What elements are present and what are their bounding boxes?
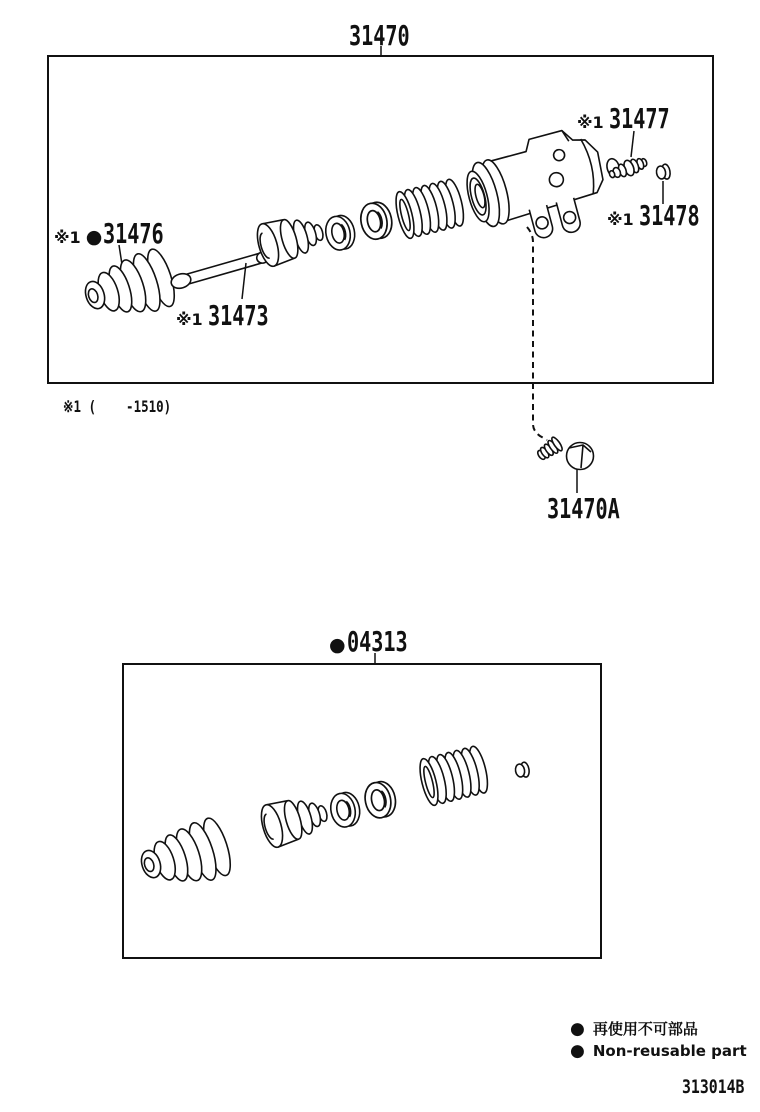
mounting-bolt-drawing — [535, 436, 594, 470]
kit-boot-drawing — [134, 815, 235, 899]
boot-drawing — [78, 246, 179, 330]
kit-washer-drawing — [362, 779, 399, 820]
push-rod-drawing — [169, 249, 270, 290]
drawing-code: 313014B — [682, 1076, 745, 1098]
kit-washer-drawing — [328, 790, 363, 829]
kit-spring-drawing — [416, 745, 491, 807]
assembly-number: 31470 — [349, 19, 410, 52]
non-reusable-bullet: ● — [570, 1018, 585, 1039]
legend-text-ja: 再使用不可部品 — [592, 1019, 698, 1038]
cap-part-label — [607, 199, 723, 232]
applicability-footnote — [63, 399, 202, 415]
rod-part-label — [176, 299, 292, 332]
part-number: 31470A — [547, 492, 620, 525]
kit-number-label — [329, 625, 431, 658]
kit-outline-box — [123, 664, 601, 958]
part-number: 31476 — [103, 217, 164, 250]
washer-drawing — [323, 213, 358, 252]
non-reusable-bullet: ● — [329, 634, 346, 656]
kit-cap-drawing — [514, 762, 530, 779]
assembly-number-label — [349, 19, 433, 52]
legend-item — [570, 1018, 747, 1040]
part-number: 31477 — [608, 102, 670, 135]
legend-item — [570, 1040, 747, 1062]
footnote-text: ※1 ( -1510) — [63, 397, 172, 416]
washer-drawing — [358, 200, 395, 242]
non-reusable-bullet: ● — [570, 1040, 585, 1061]
bolt-projection-dashed-line — [527, 227, 547, 440]
bleeder-cap-drawing — [655, 164, 671, 181]
footnote-ref-mark: ※1 — [176, 310, 203, 329]
footnote-ref-mark: ※1 — [607, 210, 634, 229]
kit-piston-drawing — [257, 789, 332, 849]
legend-text-en: Non-reusable part — [592, 1041, 747, 1060]
bleeder-part-label — [577, 102, 693, 135]
part-number: 04313 — [346, 625, 408, 658]
part-number: 31478 — [638, 199, 700, 232]
part-number: 31473 — [207, 299, 269, 332]
piston-drawing — [253, 208, 328, 268]
cylinder-body-drawing — [459, 119, 633, 256]
boot-part-label — [54, 217, 188, 250]
drawing-code-label — [682, 1078, 760, 1097]
spring-drawing — [392, 178, 467, 240]
footnote-ref-mark: ※1 — [577, 113, 604, 132]
non-reusable-bullet: ● — [85, 226, 103, 248]
bolt-part-label — [547, 492, 648, 525]
footnote-ref-mark: ※1 — [54, 228, 81, 247]
legend — [570, 1018, 747, 1062]
